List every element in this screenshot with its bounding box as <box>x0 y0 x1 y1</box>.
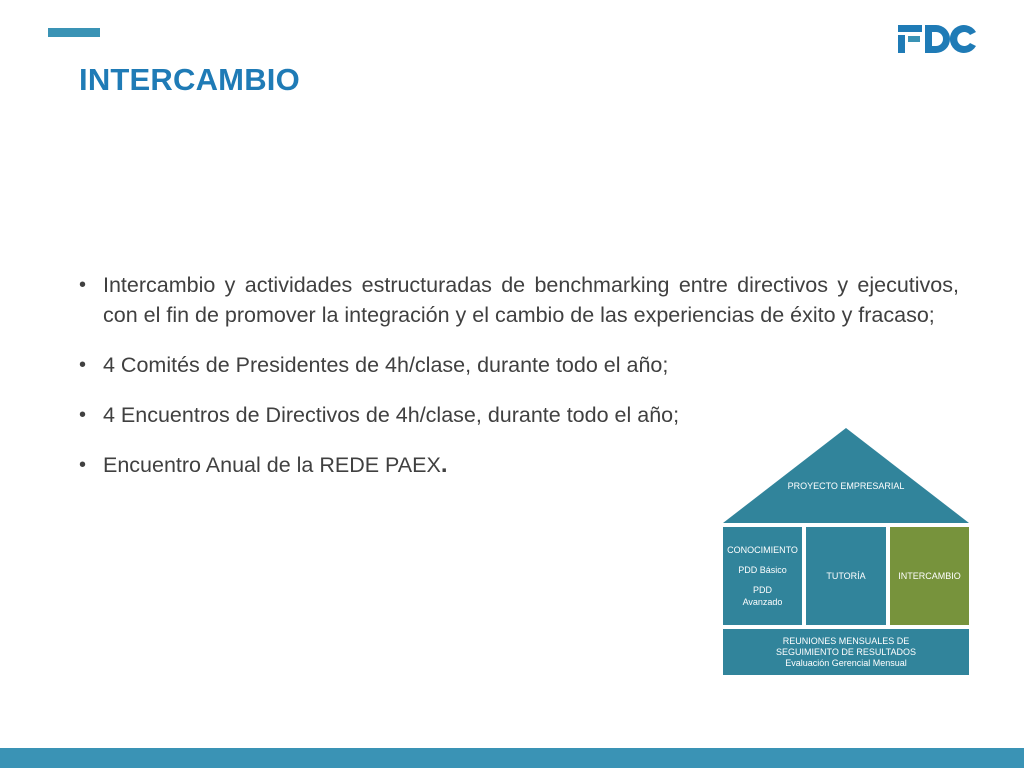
bullet-icon: • <box>79 274 87 296</box>
list-item <box>79 350 959 380</box>
bullet-text: Intercambio y actividades estructuradas de benchmarking entre directivos y ejecutivos, con el fin de promover la integración y el cambio de las experiencias de éxito y fracaso; <box>103 273 959 327</box>
pillar-conocimiento <box>723 527 802 625</box>
house-diagram <box>722 427 970 677</box>
roof-label: PROYECTO EMPRESARIAL <box>787 481 905 491</box>
house-roof <box>722 427 970 525</box>
pillar-tutoria <box>806 527 886 625</box>
house-base <box>723 629 969 675</box>
pillar-label: INTERCAMBIO <box>898 571 961 581</box>
pillar-sublabel: PDD Básico <box>738 565 787 575</box>
bullet-icon: • <box>79 454 87 476</box>
base-label: REUNIONES MENSUALES DE <box>782 635 910 646</box>
accent-bar <box>48 28 100 37</box>
pillar-label: CONOCIMIENTO <box>727 545 798 555</box>
bullet-icon: • <box>79 404 87 426</box>
bullet-text: 4 Encuentros de Directivos de 4h/clase, durante todo el año; <box>103 403 680 427</box>
bullet-end-mark: . <box>440 451 448 478</box>
pillar-sublabel: PDD <box>752 585 772 595</box>
pillar-sublabel: Avanzado <box>742 597 783 607</box>
footer-bar <box>0 748 1024 768</box>
pillar-intercambio <box>890 527 969 625</box>
pillar-label: TUTORÍA <box>826 571 866 581</box>
bullet-icon: • <box>79 354 87 376</box>
list-item <box>79 270 959 330</box>
bullet-text: Encuentro Anual de la REDE PAEX <box>103 453 441 477</box>
bullet-text: 4 Comités de Presidentes de 4h/clase, durante todo el año; <box>103 353 669 377</box>
base-label: Evaluación Gerencial Mensual <box>785 657 907 668</box>
fdc-logo-icon <box>896 22 978 56</box>
base-label: SEGUIMIENTO DE RESULTADOS <box>775 646 917 657</box>
list-item <box>79 400 959 430</box>
page-title: INTERCAMBIO <box>79 62 300 97</box>
